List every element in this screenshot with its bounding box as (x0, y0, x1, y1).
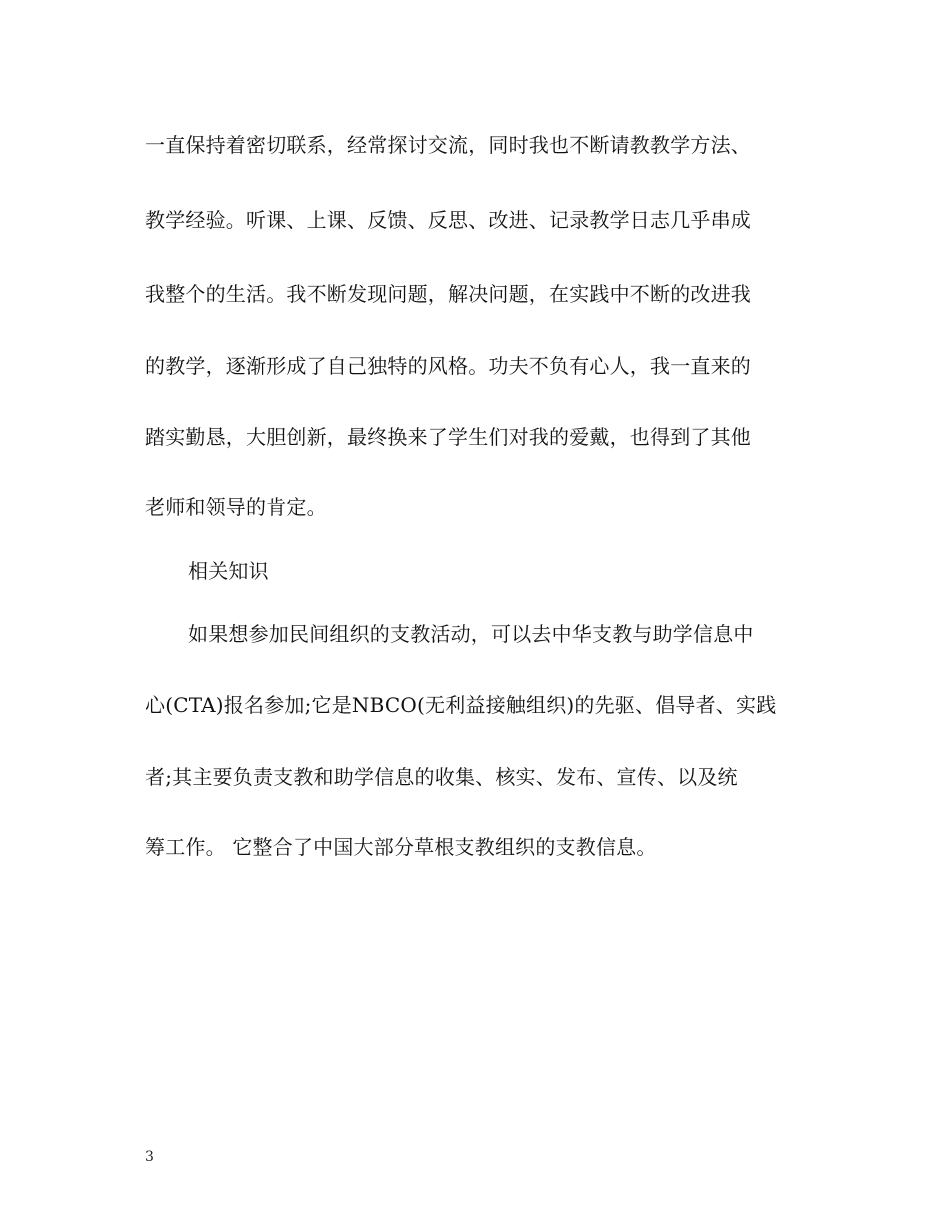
page-number: 3 (145, 1149, 154, 1165)
paragraph-1-line-4: 的教学，逐渐形成了自己独特的风格。功夫不负有心人，我一直来的 (145, 354, 751, 378)
paragraph-1-line-2: 教学经验。听课、上课、反馈、反思、改进、记录教学日志几乎串成 (145, 208, 751, 232)
section-heading: 相关知识 (188, 559, 269, 583)
paragraph-1-line-5: 踏实勤恳，大胆创新，最终换来了学生们对我的爱戴，也得到了其他 (145, 425, 751, 449)
paragraph-2-line-2: 心(CTA)报名参加;它是NBCO(无利益接触组织)的先驱、倡导者、实践 (145, 693, 777, 717)
paragraph-1-line-1: 一直保持着密切联系，经常探讨交流，同时我也不断请教教学方法、 (145, 133, 751, 157)
paragraph-1-line-3: 我整个的生活。我不断发现问题，解决问题，在实践中不断的改进我 (145, 282, 751, 306)
paragraph-2-line-3: 者;其主要负责支教和助学信息的收集、核实、发布、宣传、以及统 (145, 765, 738, 789)
paragraph-2-line-1: 如果想参加民间组织的支教活动，可以去中华支教与助学信息中 (188, 622, 754, 646)
paragraph-1-line-6: 老师和领导的肯定。 (145, 495, 327, 519)
paragraph-2-line-4: 筹工作。 它整合了中国大部分草根支教组织的支教信息。 (145, 835, 657, 859)
